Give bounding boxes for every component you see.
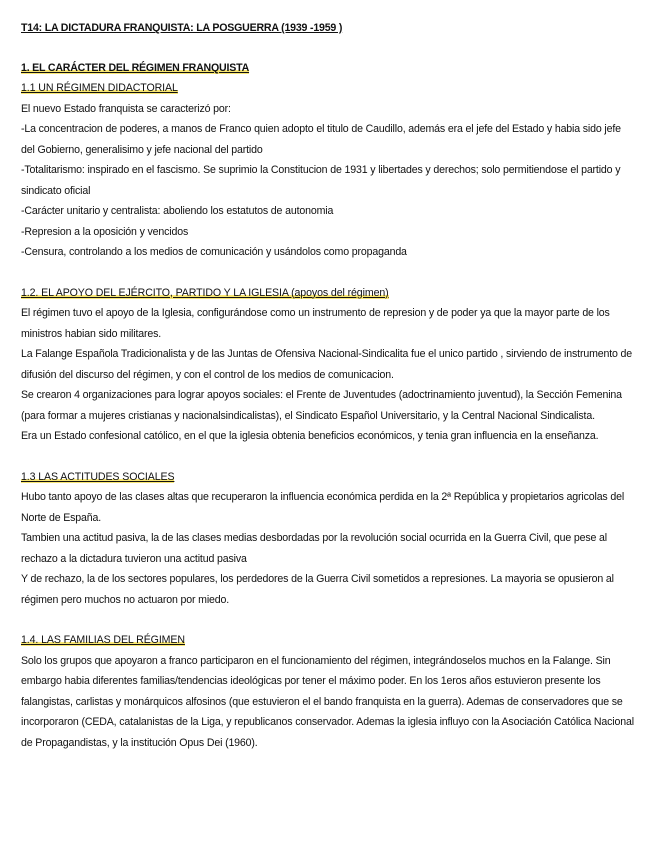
paragraph: Se crearon 4 organizaciones para lograr apoyos sociales: el Frente de Juventudes (adoctrinamiento juventud), la Sección Femenina (para formar a mujeres cristianas y nacionalsindicalistas), el Sindicato Español Universitario, y la Central Nacional Sindicalista. [21,389,622,422]
section-3 [21,467,637,611]
paragraph: -Represion a la oposición y vencidos [21,225,189,238]
section-4-heading-text: 1.4. LAS FAMILIAS DEL RÉGIMEN [21,634,185,646]
paragraph: El nuevo Estado franquista se caracterizó por: [21,102,231,115]
paragraph: -La concentracion de poderes, a manos de Franco quien adopto el titulo de Caudillo, además era el jefe del Estado y habia sido jefe del Gobierno, generalisimo y jefe nacional del partido [21,123,621,156]
paragraph: -Censura, controlando a los medios de comunicación y usándolos como propaganda [21,246,407,258]
paragraph: La Falange Española Tradicionalista y de las Juntas de Ofensiva Nacional-Sindicalita fue el unico partido , sirviendo de instrumento de difusión del discurso del régimen, y con el control de los medios de comunicacion. [21,348,633,381]
paragraph: -Carácter unitario y centralista: aboliendo los estatutos de autonomia [21,205,334,217]
section-2-heading [21,283,637,304]
paragraph: Solo los grupos que apoyaron a franco participaron en el funcionamiento del régimen, integrándoselos muchos en la Falange. Sin embargo habia diferentes familias/tendencias ideológicas por tener el máximo poder. En los 1eros años estuvieron presente los falangistas, carlistas y monárquicos alfosinos (que estuvieron el el bando franquista en la guerra). Ademas de conservadores que se incorporaron (CEDA, catalanistas de la Liga, y republicanos conservador. Ademas la iglesia influyo con la Asociación Católica Nacional de Propagandistas, y la institución Opus Dei (1960). [21,654,634,749]
section-1-heading-text: 1. EL CARÁCTER DEL RÉGIMEN FRANQUISTA [21,61,250,74]
paragraph: Y de rechazo, la de los sectores populares, los perdedores de la Guerra Civil sometidos a represiones. La mayoria se opusieron al régimen pero muchos no actuaron por miedo. [21,573,614,606]
section-1-subheading [21,78,637,99]
paragraph: El régimen tuvo el apoyo de la Iglesia, configurándose como un instrumento de represion y de poder ya que la mayor parte de los ministros habian sido militares. [21,307,610,340]
section-4 [21,630,637,753]
section-1-heading [21,58,637,79]
section-2-heading-text: 1.2. EL APOYO DEL EJÉRCITO, PARTIDO Y LA IGLESIA (apoyos del régimen) [21,286,389,299]
section-4-heading [21,630,637,651]
section-3-heading [21,467,637,488]
section-3-heading-text: 1.3 LAS ACTITUDES SOCIALES [21,470,175,483]
section-1-subheading-text: 1.1 UN RÉGIMEN DIDACTORIAL [21,82,178,94]
section-2 [21,283,637,447]
document-body [21,18,637,773]
paragraph: Tambien una actitud pasiva, la de las clases medias desbordadas por la revolución social ocurrida en la Guerra Civil, que pese al rechazo a la dictadura tuvieron una actitud pasiva [21,532,608,565]
paragraph: Era un Estado confesional católico, en el que la iglesia obtenia beneficios económicos, y tenia gran influencia en la enseñanza. [21,430,599,442]
document-title: T14: LA DICTADURA FRANQUISTA: LA POSGUERRA (1939 -1959 ) [21,22,343,34]
section-1 [21,58,637,263]
paragraph: -Totalitarismo: inspirado en el fascismo. Se suprimio la Constitucion de 1931 y libertades y derechos; solo permitiendose el partido y sindicato oficial [21,164,621,197]
paragraph: Hubo tanto apoyo de las clases altas que recuperaron la influencia económica perdida en la 2ª República y propietarios agricolas del Norte de España. [21,491,625,524]
